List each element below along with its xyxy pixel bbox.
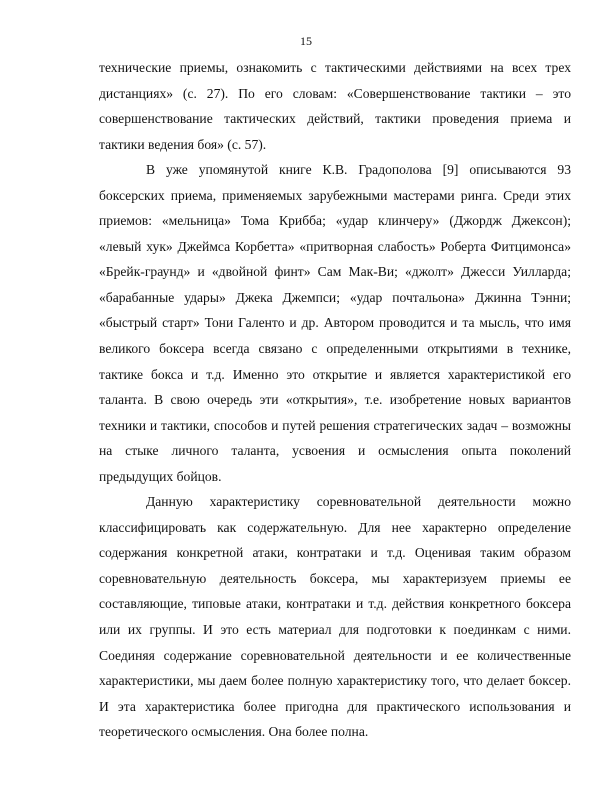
paragraph-boxing-techniques: В уже упомянутой книге К.В. Градополова [9] описываются 93 боксерских приема, применяемых зарубежными мастерами ринга. Среди этих приемов: «мельница» Тома Крибба; «удар клинчеру» (Джордж Джексон); «левый хук» Джеймса Корбетта» «притворная слабость» Роберта Фитцимонса» «Брейк-граунд» и «двойной финт» Сам Мак-Ви; «джолт» Джесси Уилларда; «барабанные удары» Джека Джемпси; «удар почтальона» Джинна Тэнни; «быстрый старт» Тони Галенто и др. Автором проводится и та мысль, что имя великого боксера всегда связано с определенными открытиями в технике, тактике бокса и т.д. Именно это открытие и является характеристикой его таланта. В свою очередь эти «открытия», т.е. изобретение новых вариантов техники и тактики, способов и путей решения стратегических задач – возможны на стыке личного таланта, усвоения и осмысления опыта поколений предыдущих бойцов. — [99, 162, 571, 484]
paragraph-continuation: технические приемы, ознакомить с тактическими действиями на всех трех дистанциях» (с. 27). По его словам: «Совершенствование тактики – это совершенствование тактических действий, тактики проведения приема и тактики ведения боя» (с. 57). — [99, 60, 571, 152]
paragraph-competitive-activity: Данную характеристику соревновательной деятельности можно классифицировать как содержательную. Для нее характерно определение содержания конкретной атаки, контратаки и т.д. Оценивая таким образом соревновательную деятельность боксера, мы характеризуем приемы ее составляющие, типовые атаки, контратаки и т.д. действия конкретного боксера или их группы. И это есть материал для подготовки к поединкам с ними. Соединяя содержание соревновательной деятельности и ее количественные характеристики, мы даем более полную характеристику того, что делает боксер. И эта характеристика более пригодна для практического использования и теоретического осмысления. Она более полна. — [99, 494, 571, 740]
body-text — [99, 55, 571, 745]
page-number: 15 — [300, 34, 312, 48]
